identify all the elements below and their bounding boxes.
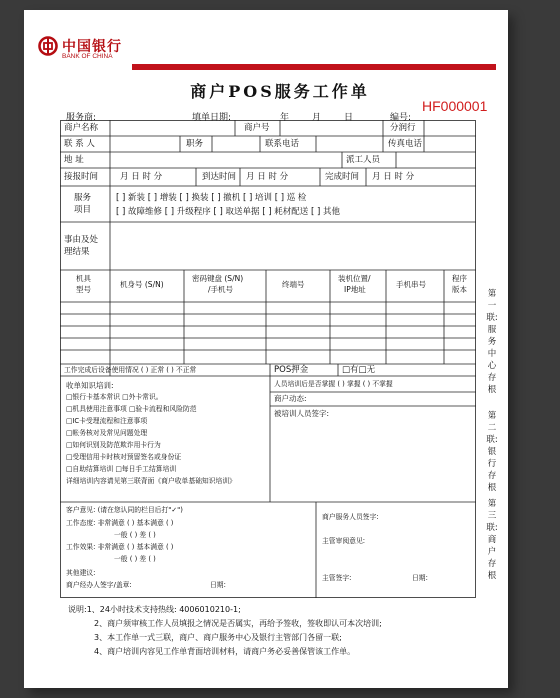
supervisor-date-label: 日期: (412, 574, 428, 582)
arrive-time-field[interactable]: 月 日 时 分 (246, 172, 289, 182)
form-grid (60, 120, 476, 598)
day-label: 日 (344, 113, 354, 123)
dispatcher-label: 派工人员 (346, 155, 381, 165)
merchant-name-label: 商户名称 (64, 123, 99, 133)
training-detail-note: 详细培训内容请见第三联背面《商户收单基础知识培训》 (66, 477, 236, 485)
received-time-field[interactable]: 月 日 时 分 (120, 172, 163, 182)
copy-label-3: 第三联:商户存根 (486, 499, 498, 581)
bank-of-china-emblem-icon (38, 36, 58, 56)
position-label: 职务 (186, 139, 204, 149)
work-effect-options[interactable]: 工作效果: 非常满意 ( ) 基本满意 ( ) (66, 543, 174, 551)
note-1: 说明:1、24小时技术支持热线: 4006010210-1; (68, 605, 241, 614)
other-suggestion-label: 其他建议: (66, 569, 96, 577)
bank-name-cn: 中国银行 (62, 39, 122, 55)
terminal-no-header: 终端号 (282, 280, 305, 289)
service-options-line2[interactable]: [ ] 故障维修 [ ] 升级程序 [ ] 取送单据 [ ] 耗材配送 [ ] 其他 (116, 207, 340, 217)
training-item-4[interactable]: □帐务核对及常见问题处理 (66, 429, 148, 437)
training-title: 收单知识培训: (66, 381, 114, 390)
fill-date-label: 填单日期: (192, 113, 232, 123)
form-title: 商户POS服务工作单 (190, 82, 370, 101)
operator-date-label: 日期: (210, 581, 226, 589)
device-sn-header: 机身号 (S/N) (120, 280, 164, 289)
supervisor-sign-label: 主管签字: (322, 574, 352, 582)
header-red-bar (132, 64, 496, 70)
training-item-6[interactable]: □受理信用卡时核对预留签名或身份证 (66, 453, 182, 461)
complete-time-field[interactable]: 月 日 时 分 (372, 172, 415, 182)
fax-label: 传真电话 (388, 139, 423, 149)
note-4: 4、商户培训内容见工作单背面培训材料，请商户务必妥善保管该工作单。 (94, 647, 356, 656)
supervisor-review-label: 主管审阅意见: (322, 537, 366, 545)
number-label: 编号: (390, 113, 412, 123)
month-label: 月 (312, 113, 322, 123)
dept-label: 分润行 (390, 123, 416, 133)
pinpad-sn-header-2: /手机号 (208, 285, 234, 294)
program-version-header-2: 版本 (452, 285, 467, 294)
device-model-header-1: 机具 (76, 274, 91, 283)
work-attitude-options-2[interactable]: 一般 ( ) 差 ( ) (114, 531, 156, 539)
program-version-header-1: 程序 (452, 274, 467, 283)
training-item-2[interactable]: □机具使用注意事项 □验卡流程和风险防范 (66, 405, 197, 413)
deposit-none-label: 无 (366, 365, 376, 375)
phone-serial-header: 手机串号 (396, 280, 426, 289)
install-location-header-1: 装机位置/ (338, 274, 371, 283)
service-label-1: 服务 (74, 193, 92, 203)
deposit-has-label: 有 (350, 365, 359, 375)
training-item-7[interactable]: □自助结算培训 □每日手工结算培训 (66, 465, 177, 473)
arrive-time-label: 到达时间 (202, 172, 237, 182)
received-time-label: 接报时间 (64, 172, 99, 182)
merchant-no-label: 商户号 (244, 123, 270, 133)
service-staff-sign-label: 商户服务人员签字: (322, 513, 379, 521)
bank-name-en: BANK OF CHINA (62, 53, 113, 60)
form-notes (68, 603, 484, 659)
pinpad-sn-header-1: 密码键盘 (S/N) (192, 274, 244, 283)
usage-status-text[interactable]: 工作完成后设备使用情况 ( ) 正常 ( ) 不正常 (64, 366, 197, 374)
serial-number: HF000001 (422, 98, 488, 114)
complete-time-label: 完成时间 (325, 172, 360, 182)
copy-label-2: 第二联:银行存根 (486, 411, 498, 493)
copy-label-1: 第一联:服务中心存根 (486, 289, 498, 395)
merchant-status-label: 商户动态: (274, 394, 307, 403)
address-label: 地 址 (64, 155, 84, 165)
year-label: 年 (280, 113, 290, 123)
pos-deposit-label: POS押金 (274, 365, 309, 375)
service-provider-label: 服务商: (66, 113, 97, 123)
note-3: 3、本工作单一式三联，商户、商户服务中心及银行主管部门各留一联; (94, 633, 342, 642)
service-options-line1[interactable]: [ ] 新装 [ ] 增装 [ ] 换装 [ ] 撤机 [ ] 培训 [ ] 巡 检 (116, 193, 307, 203)
install-location-header-2: IP地址 (344, 285, 366, 294)
work-effect-options-2[interactable]: 一般 ( ) 差 ( ) (114, 555, 156, 563)
reason-label-1: 事由及处 (64, 235, 99, 245)
contact-label: 联 系 人 (64, 139, 95, 149)
trainee-sign-label: 被培训人员签字: (274, 409, 330, 418)
training-item-5[interactable]: □如何识别及防范欺诈用卡行为 (66, 441, 161, 449)
training-result[interactable]: 人员培训后是否掌握 ( ) 掌握 ( ) 不掌握 (274, 380, 393, 388)
training-item-3[interactable]: □IC卡受理流程和注意事项 (66, 417, 148, 425)
reason-label-2: 理结果 (64, 247, 90, 257)
phone-label: 联系电话 (265, 139, 300, 149)
device-model-header-2: 型号 (76, 285, 91, 294)
deposit-has-option[interactable]: □有□无 (342, 365, 376, 375)
customer-opinion-label: 客户意见: (请在您认同的栏目后打"✓") (66, 506, 183, 514)
service-label-2: 项目 (74, 205, 92, 215)
work-attitude-options[interactable]: 工作态度: 非常满意 ( ) 基本满意 ( ) (66, 519, 174, 527)
training-item-1[interactable]: □银行卡基本常识 □外卡常识。 (66, 393, 163, 401)
operator-sign-label: 商户经办人签字/盖章: (66, 581, 132, 589)
note-2: 2、商户须审核工作人员填报之情况是否属实，再给予签收，签收即认可本次培训; (94, 619, 382, 628)
